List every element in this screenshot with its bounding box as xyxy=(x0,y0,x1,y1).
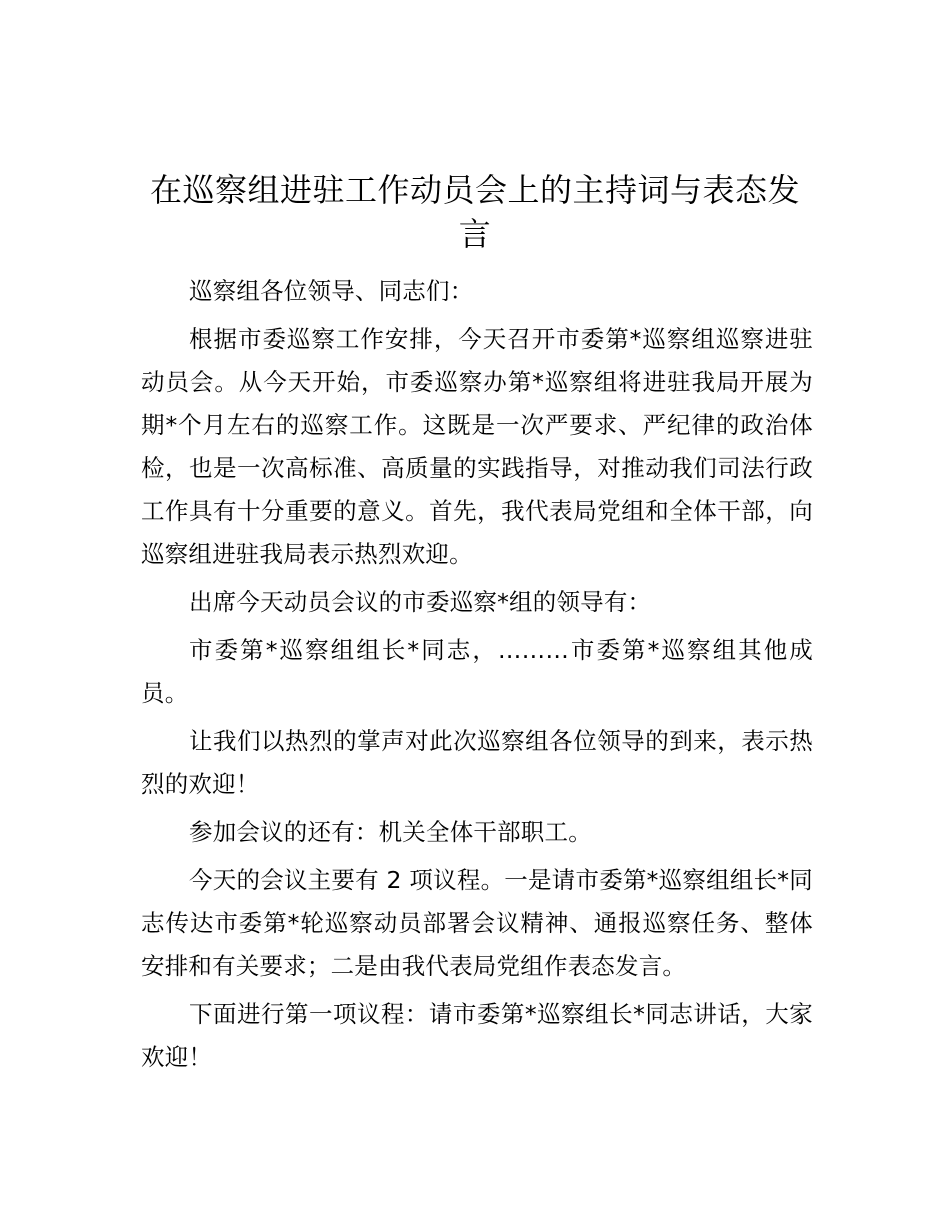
document-title: 在巡察组进驻工作动员会上的主持词与表态发言 xyxy=(149,171,800,253)
paragraph-other-attendees: 参加会议的还有：机关全体干部职工。 xyxy=(189,818,592,846)
paragraph-first-item: 下面进行第一项议程：请市委第*巡察组长*同志讲话，大家欢迎！ xyxy=(141,1000,813,1071)
paragraph-greeting: 巡察组各位领导、同志们： xyxy=(189,277,474,305)
document-body xyxy=(141,270,813,1084)
paragraph-introduction: 根据市委巡察工作安排，今天召开市委第*巡察组巡察进驻动员会。从今天开始，市委巡察办第*巡察组将进驻我局开展为期*个月左右的巡察工作。这既是一次严要求、严纪律的政治体检，也是一次高标准、高质量的实践指导，对推动我们司法行政工作具有十分重要的意义。首先，我代表局党组和全体干部，向巡察组进驻我局表示热烈欢迎。 xyxy=(141,325,813,568)
paragraph-attending-leaders-intro: 出席今天动员会议的市委巡察*组的领导有： xyxy=(189,588,652,616)
paragraph-attending-leaders: 市委第*巡察组组长*同志，………市委第*巡察组其他成员。 xyxy=(141,636,813,707)
paragraph-welcome-applause: 让我们以热烈的掌声对此次巡察组各位领导的到来，表示热烈的欢迎！ xyxy=(141,727,813,798)
paragraph-agenda: 今天的会议主要有 2 项议程。一是请市委第*巡察组组长*同志传达市委第*轮巡察动员部署会议精神、通报巡察任务、整体安排和有关要求；二是由我代表局党组作表态发言。 xyxy=(141,866,813,980)
